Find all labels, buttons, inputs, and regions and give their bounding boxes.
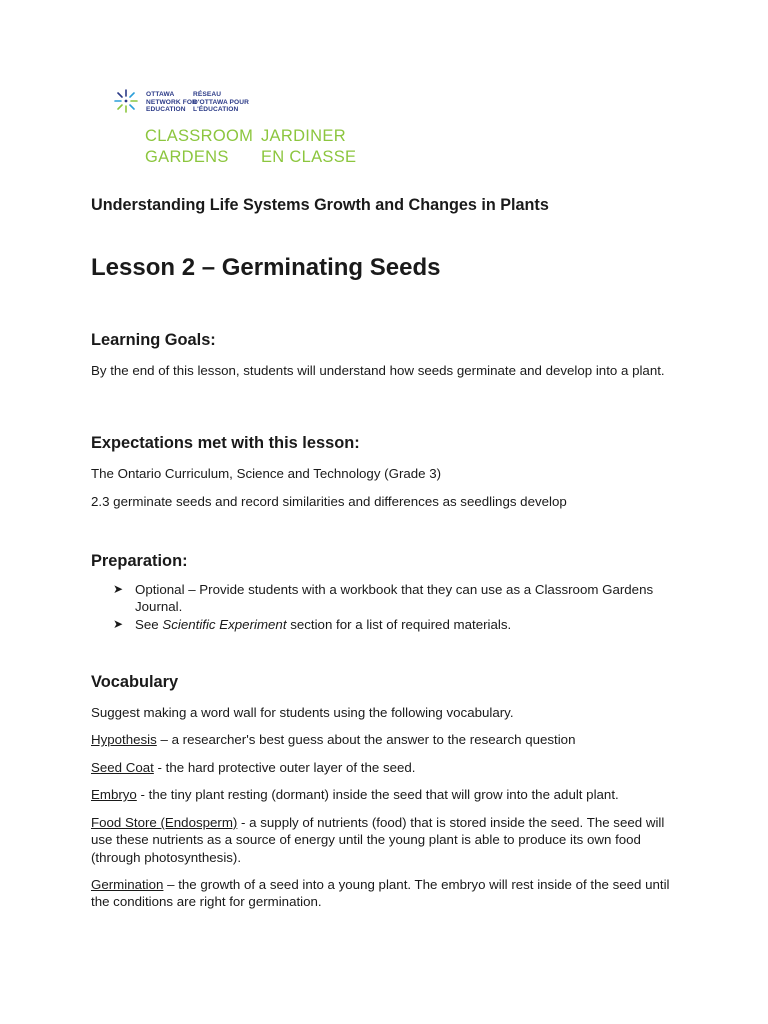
logo-en-big (145, 126, 253, 168)
expectation-item: 2.3 germinate seeds and record similarities and differences as seedlings develop (91, 494, 567, 509)
lesson-title: Lesson 2 – Germinating Seeds (91, 254, 441, 281)
list-item (113, 616, 693, 633)
preparation-heading: Preparation: (91, 552, 188, 570)
logo-text: NETWORK FOR (146, 98, 197, 106)
arrowhead-bullet-icon: ➤ (113, 582, 124, 596)
logo-fr-big (261, 126, 356, 168)
vocab-term: Seed Coat (91, 760, 154, 775)
vocab-term: Hypothesis (91, 732, 157, 747)
vocab-term: Food Store (Endosperm) (91, 815, 238, 830)
preparation-bullet-text: See (135, 616, 163, 632)
vocab-entry (91, 876, 681, 911)
scientific-experiment-ref: Scientific Experiment (162, 616, 287, 632)
vocab-entry (91, 786, 681, 803)
vocab-definition: – a researcher's best guess about the answer to the research question (156, 732, 576, 747)
list-item (113, 581, 693, 616)
vocab-entry (91, 731, 681, 748)
vocab-definition: - the hard protective outer layer of the seed. (153, 760, 416, 775)
logo-text: EDUCATION (146, 106, 186, 114)
vocab-entry (91, 814, 681, 866)
preparation-list (113, 581, 693, 633)
vocab-term: Germination (91, 877, 164, 892)
logo-text: CLASSROOM (145, 127, 254, 145)
starburst-logo-icon (113, 88, 139, 114)
logo-text: RÉSEAU (193, 91, 222, 98)
curriculum-text: The Ontario Curriculum, Science and Technology (Grade 3) (91, 466, 442, 481)
vocab-entry (91, 759, 681, 776)
preparation-bullet-text: section for a list of required materials. (286, 616, 512, 632)
vocab-definition: – the growth of a seed into a young plant. The embryo will rest inside of the seed until the conditions are right for germination. (91, 877, 670, 910)
subject-title: Understanding Life Systems Growth and Changes in Plants (91, 196, 549, 214)
learning-goals-heading: Learning Goals: (91, 331, 216, 349)
logo-text: L'ÉDUCATION (193, 106, 239, 114)
logo-en-small (146, 91, 197, 114)
preparation-bullet-text: Optional – Provide students with a workbook that they can use as a Classroom Gardens Journal. (135, 582, 654, 615)
logo-text: EN CLASSE (261, 148, 357, 166)
vocab-definition: - the tiny plant resting (dormant) inside the seed that will grow into the adult plant. (136, 787, 619, 802)
logo-text: JARDINER (261, 127, 346, 145)
vocab-definition: - a supply of nutrients (food) that is stored inside the seed. The seed will use these nutrients as a source of energy until the young plant is able to produce its own food (through photosynthesis). (91, 815, 665, 865)
logo-text: GARDENS (145, 148, 229, 166)
vocabulary-intro: Suggest making a word wall for students using the following vocabulary. (91, 705, 514, 720)
vocab-term: Embryo (91, 787, 137, 802)
logo-fr-small (193, 91, 249, 114)
logo-text: D'OTTAWA POUR (193, 98, 249, 106)
logo-text: OTTAWA (146, 91, 175, 98)
expectations-heading: Expectations met with this lesson: (91, 434, 360, 452)
logo (110, 84, 370, 170)
learning-goals-text: By the end of this lesson, students will understand how seeds germinate and develop into a plant. (91, 363, 665, 378)
vocabulary-heading: Vocabulary (91, 673, 179, 691)
arrowhead-bullet-icon: ➤ (113, 616, 124, 631)
